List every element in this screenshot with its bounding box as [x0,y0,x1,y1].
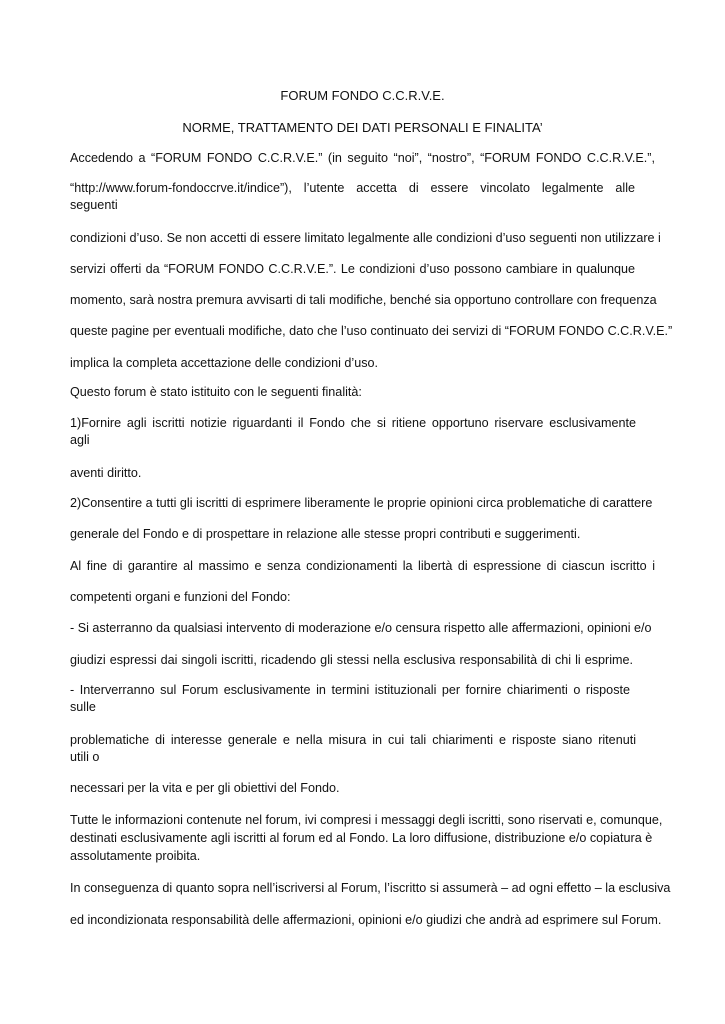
body-line: momento, sarà nostra premura avvisarti di tali modifiche, benché sia opportuno controllare con frequenza [70,293,657,307]
body-line: assolutamente proibita. [70,849,201,863]
body-line: implica la completa accettazione delle condizioni d’uso. [70,356,379,370]
body-line: In conseguenza di quanto sopra nell’iscriversi al Forum, l’iscritto si assumerà – ad ogni effetto – la esclusiva [70,881,671,895]
body-line: competenti organi e funzioni del Fondo: [70,590,291,604]
body-line: problematiche di interesse generale e nella misura in cui tali chiarimenti e risposte siano ritenuti [70,733,636,747]
body-line: - Si asterranno da qualsiasi intervento di moderazione e/o censura rispetto alle affermazioni, opinioni e/o [70,621,652,635]
body-line: - Interverranno sul Forum esclusivamente in termini istituzionali per fornire chiarimenti o risposte [70,683,630,697]
body-line: aventi diritto. [70,466,142,480]
body-line: agli [70,433,90,447]
body-line: Al fine di garantire al massimo e senza condizionamenti la libertà di espressione di ciascun iscritto i [70,559,655,573]
body-line: condizioni d’uso. Se non accetti di essere limitato legalmente alle condizioni d’uso seguenti non utilizzare i [70,231,661,245]
body-line: giudizi espressi dai singoli iscritti, ricadendo gli stessi nella esclusiva responsabilità di chi li esprime. [70,653,633,667]
document-title: FORUM FONDO C.C.R.V.E. [280,88,445,103]
body-line: seguenti [70,198,118,212]
body-line: 1)Fornire agli iscritti notizie riguardanti il Fondo che si ritiene opportuno riservare esclusivamente [70,416,636,430]
body-line: Tutte le informazioni contenute nel forum, ivi compresi i messaggi degli iscritti, sono riservati e, comunque, [70,813,663,827]
body-line: queste pagine per eventuali modifiche, dato che l’uso continuato dei servizi di “FORUM FONDO C.C.R.V.E.” [70,324,673,338]
body-line: destinati esclusivamente agli iscritti al forum ed al Fondo. La loro diffusione, distribuzione e/o copiatura è [70,831,653,845]
document-subtitle: NORME, TRATTAMENTO DEI DATI PERSONALI E FINALITA’ [182,120,543,135]
body-line: servizi offerti da “FORUM FONDO C.C.R.V.E.”. Le condizioni d’uso possono cambiare in qualunque [70,262,635,276]
body-line: 2)Consentire a tutti gli iscritti di esprimere liberamente le proprie opinioni circa problematiche di carattere [70,496,653,510]
body-line: sulle [70,700,96,714]
body-line: utili o [70,750,100,764]
body-line: Accedendo a “FORUM FONDO C.C.R.V.E.” (in seguito “noi”, “nostro”, “FORUM FONDO C.C.R.V.E.”, [70,151,655,165]
body-line: “http://www.forum-fondoccrve.it/indice”), l’utente accetta di essere vincolato legalmente alle [70,181,635,195]
body-line: necessari per la vita e per gli obiettivi del Fondo. [70,781,340,795]
body-line: Questo forum è stato istituito con le seguenti finalità: [70,385,362,399]
body-line: ed incondizionata responsabilità delle affermazioni, opinioni e/o giudizi che andrà ad esprimere sul Forum. [70,913,662,927]
body-line: generale del Fondo e di prospettare in relazione alle stesse propri contributi e suggerimenti. [70,527,581,541]
